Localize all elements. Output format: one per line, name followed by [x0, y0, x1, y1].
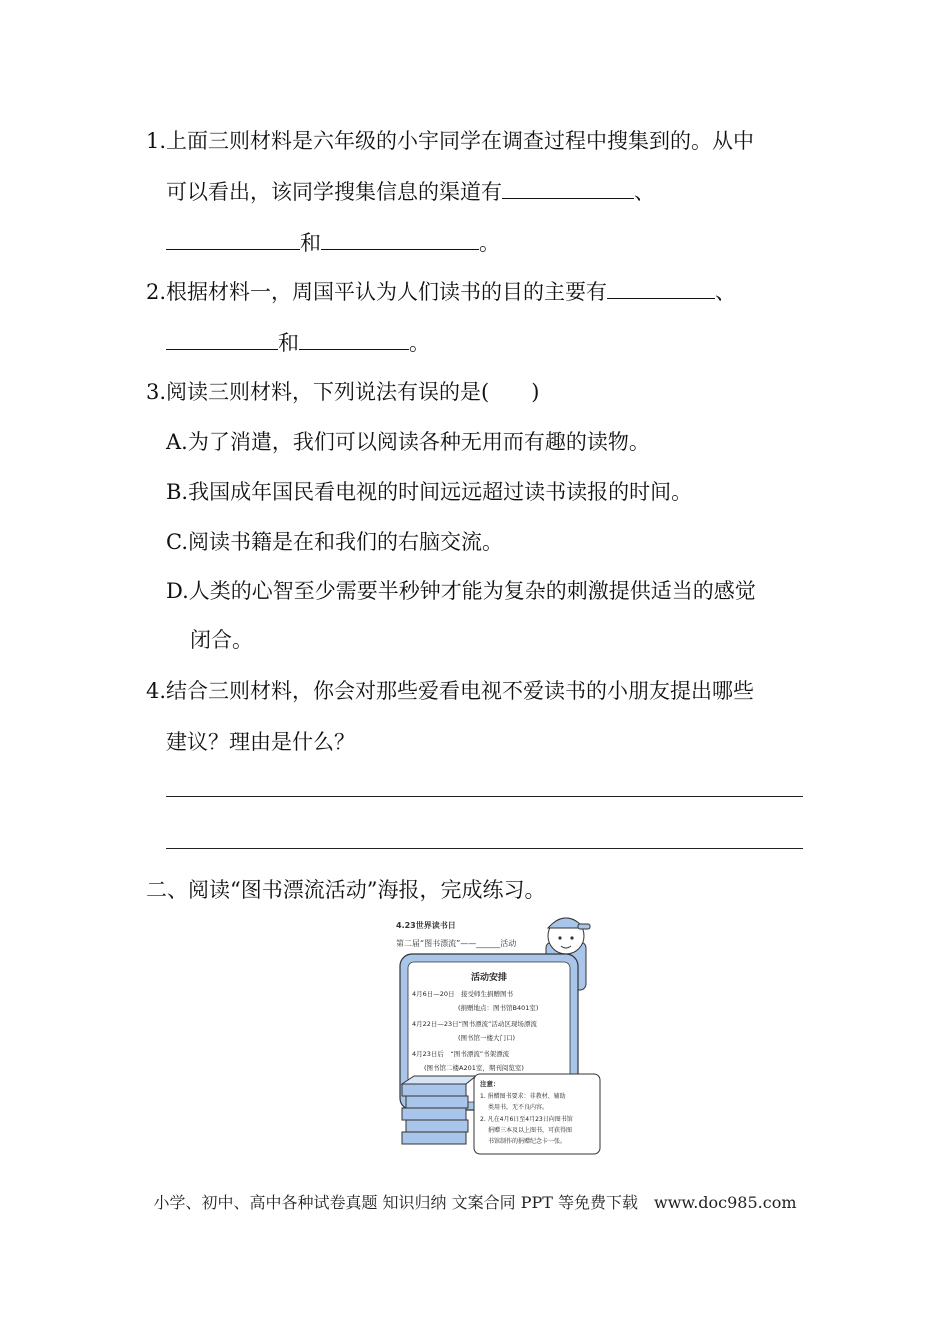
board-item-5: 4月23日后 “图书漂流”书架漂流 [412, 1050, 510, 1058]
book-drifting-poster [380, 906, 610, 1158]
poster-top-title: 4.23世界读书日 [396, 921, 456, 930]
note-line-4: 捐赠三本及以上图书，可获得图 [488, 1127, 573, 1134]
q1-line2: 可以看出，该同学搜集信息的渠道有 、 [166, 180, 655, 204]
note-title: 注意： [480, 1080, 500, 1088]
q3-option-d[interactable]: D.人类的心智至少需要半秒钟才能为复杂的刺激提供适当的感觉 [166, 579, 756, 603]
q1-answer-blank-1[interactable] [502, 178, 634, 199]
section2-heading: 二、阅读“图书漂流活动”海报，完成练习。 [146, 878, 546, 902]
q3-option-a[interactable]: A.为了消遣，我们可以阅读各种无用而有趣的读物。 [166, 430, 650, 454]
board-item-6: (图书馆二楼A201室，期刊阅览室) [424, 1064, 524, 1072]
q2-line2: 和 。 [166, 329, 430, 357]
note-line-1: 1. 捐赠图书要求：非教材、辅助 [480, 1093, 566, 1100]
q3-option-b[interactable]: B.我国成年国民看电视的时间远远超过读书读报的时间。 [166, 480, 693, 504]
board-item-2: (捐赠地点：图书馆B401室) [458, 1004, 539, 1012]
q3-option-d-continued: 闭合。 [190, 628, 253, 652]
q4-line2: 建议？理由是什么？ [166, 730, 355, 754]
book-stack-illustration [402, 1076, 476, 1144]
note-line-2: 类用书，无不良内容。 [488, 1104, 549, 1111]
q1-answer-blank-3[interactable] [321, 229, 479, 250]
q1-answer-blank-2[interactable] [166, 229, 300, 250]
q4-answer-line-1[interactable] [166, 796, 803, 797]
page-footer: 小学、初中、高中各种试卷真题 知识归纳 文案合同 PPT 等免费下载 www.doc985.com [153, 1193, 797, 1212]
q2-answer-blank-3[interactable] [299, 329, 409, 350]
q4-answer-line-2[interactable] [166, 848, 803, 849]
q3-stem: 3.阅读三则材料，下列说法有误的是( ) [146, 380, 540, 404]
poster-subtitle: 第二届“图书漂流”——______活动 [396, 939, 517, 948]
board-item-4: (图书馆一楼大门口) [458, 1034, 516, 1042]
board-item-3: 4月22日—23日“图书漂流”活动区现场漂流 [412, 1020, 537, 1028]
note-line-5: 书馆制作的捐赠纪念卡一张。 [488, 1138, 567, 1145]
q2-answer-blank-1[interactable] [607, 278, 715, 299]
board-title: 活动安排 [470, 973, 508, 983]
board-item-1: 4月6日—20日 接受师生捐赠图书 [412, 990, 514, 998]
q2-answer-blank-2[interactable] [166, 329, 278, 350]
q4-line1: 4.结合三则材料，你会对那些爱看电视不爱读书的小朋友提出哪些 [146, 679, 755, 703]
q1-line1: 1.上面三则材料是六年级的小宇同学在调查过程中搜集到的。从中 [146, 129, 755, 153]
q2-line1: 2.根据材料一，周国平认为人们读书的目的主要有 、 [146, 280, 737, 304]
q1-line3: 和 。 [166, 229, 500, 257]
note-line-3: 2. 凡在4月6日至4月23日向图书馆 [480, 1116, 573, 1123]
q3-option-c[interactable]: C.阅读书籍是在和我们的右脑交流。 [166, 530, 503, 554]
